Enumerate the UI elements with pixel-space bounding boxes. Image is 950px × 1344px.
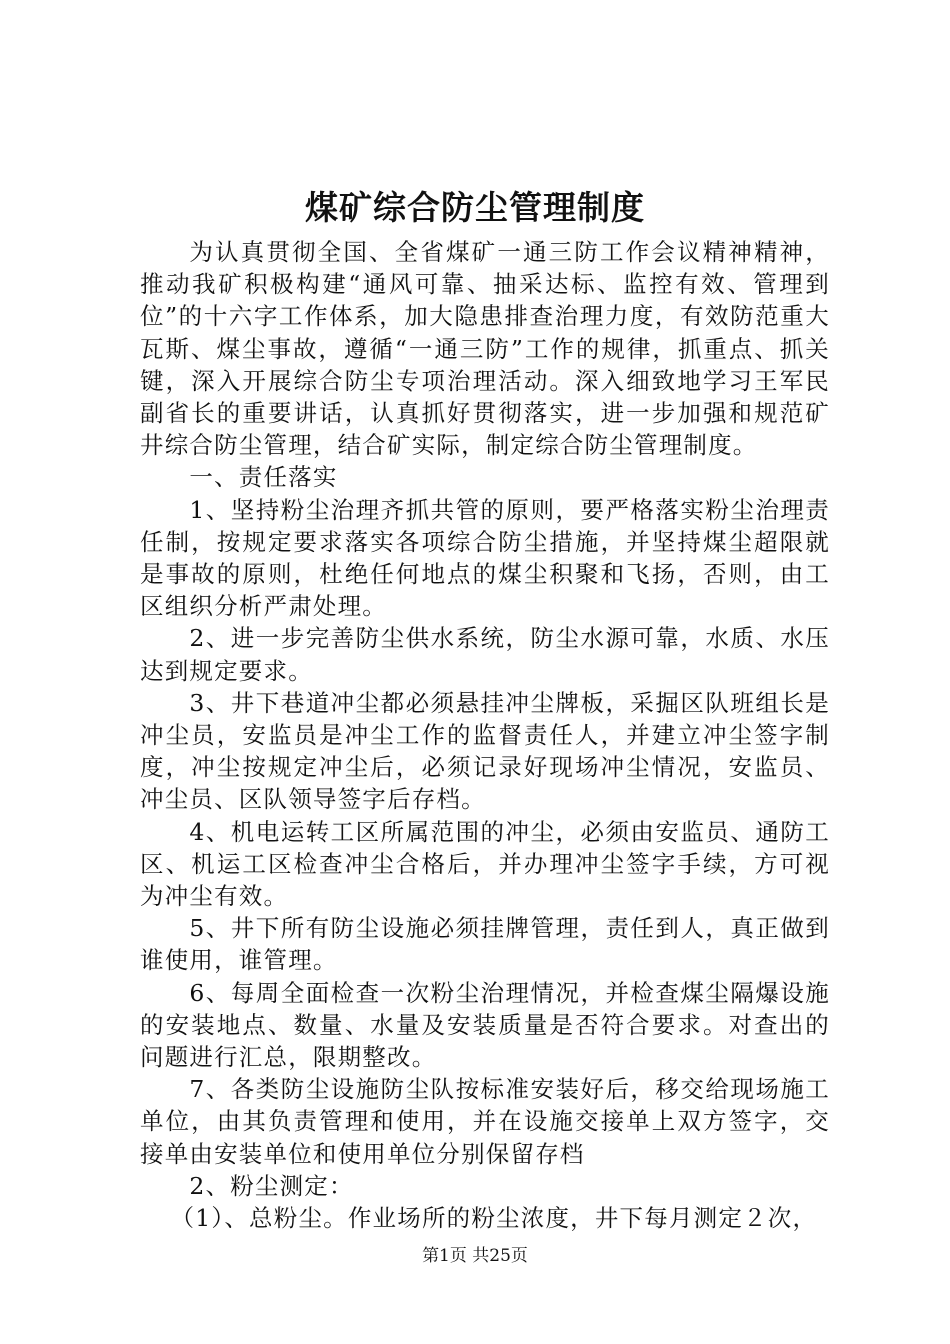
document-body: [140, 236, 830, 1234]
clause-paragraph: 2、进一步完善防尘供水系统，防尘水源可靠，水质、水压达到规定要求。: [140, 624, 830, 685]
clause-paragraph: 7、各类防尘设施防尘队按标准安装好后，移交给现场施工单位，由其负责管理和使用，并在设施交接单上双方签字，交接单由安装单位和使用单位分别保留存档: [140, 1075, 830, 1168]
clause-paragraph: 5、井下所有防尘设施必须挂牌管理，责任到人，真正做到谁使用，谁管理。: [140, 914, 830, 975]
clause-paragraph: 1、坚持粉尘治理齐抓共管的原则，要严格落实粉尘治理责任制，按规定要求落实各项综合防尘措施，并坚持煤尘超限就是事故的原则，杜绝任何地点的煤尘积聚和飞扬，否则，由工区组织分析严肃处理。: [140, 495, 830, 621]
sub-clause-paragraph: （1）、总粉尘。作业场所的粉尘浓度，井下每月测定２次，: [170, 1204, 818, 1233]
page-footer: 第1页 共25页: [422, 1246, 528, 1266]
clause-paragraph: 6、每周全面检查一次粉尘治理情况，并检查煤尘隔爆设施的安装地点、数量、水量及安装质量是否符合要求。对查出的问题进行汇总，限期整改。: [140, 978, 830, 1072]
clause-paragraph: 3、井下巷道冲尘都必须悬挂冲尘牌板，采掘区队班组长是冲尘员，安监员是冲尘工作的监督责任人，并建立冲尘签字制度，冲尘按规定冲尘后，必须记录好现场冲尘情况，安监员、冲尘员、区队领导签字后存档。: [140, 688, 830, 814]
clause-paragraph: 4、机电运转工区所属范围的冲尘，必须由安监员、通防工区、机运工区检查冲尘合格后，并办理冲尘签字手续，方可视为冲尘有效。: [140, 817, 830, 911]
section-heading-dust-measurement: 2、粉尘测定：: [189, 1171, 354, 1200]
intro-paragraph: 为认真贯彻全国、全省煤矿一通三防工作会议精神精神，推动我矿积极构建“通风可靠、抽采达标、监控有效、管理到位”的十六字工作体系，加大隐患排查治理力度，有效防范重大瓦斯、煤尘事故，遵循“一通三防”工作的规律，抓重点、抓关键，深入开展综合防尘专项治理活动。深入细致地学习王军民副省长的重要讲话，认真抓好贯彻落实，进一步加强和规范矿井综合防尘管理，结合矿实际，制定综合防尘管理制度。: [140, 238, 830, 460]
section-heading-responsibility: 一、责任落实: [189, 463, 338, 492]
document-title: 煤矿综合防尘管理制度: [305, 188, 645, 227]
